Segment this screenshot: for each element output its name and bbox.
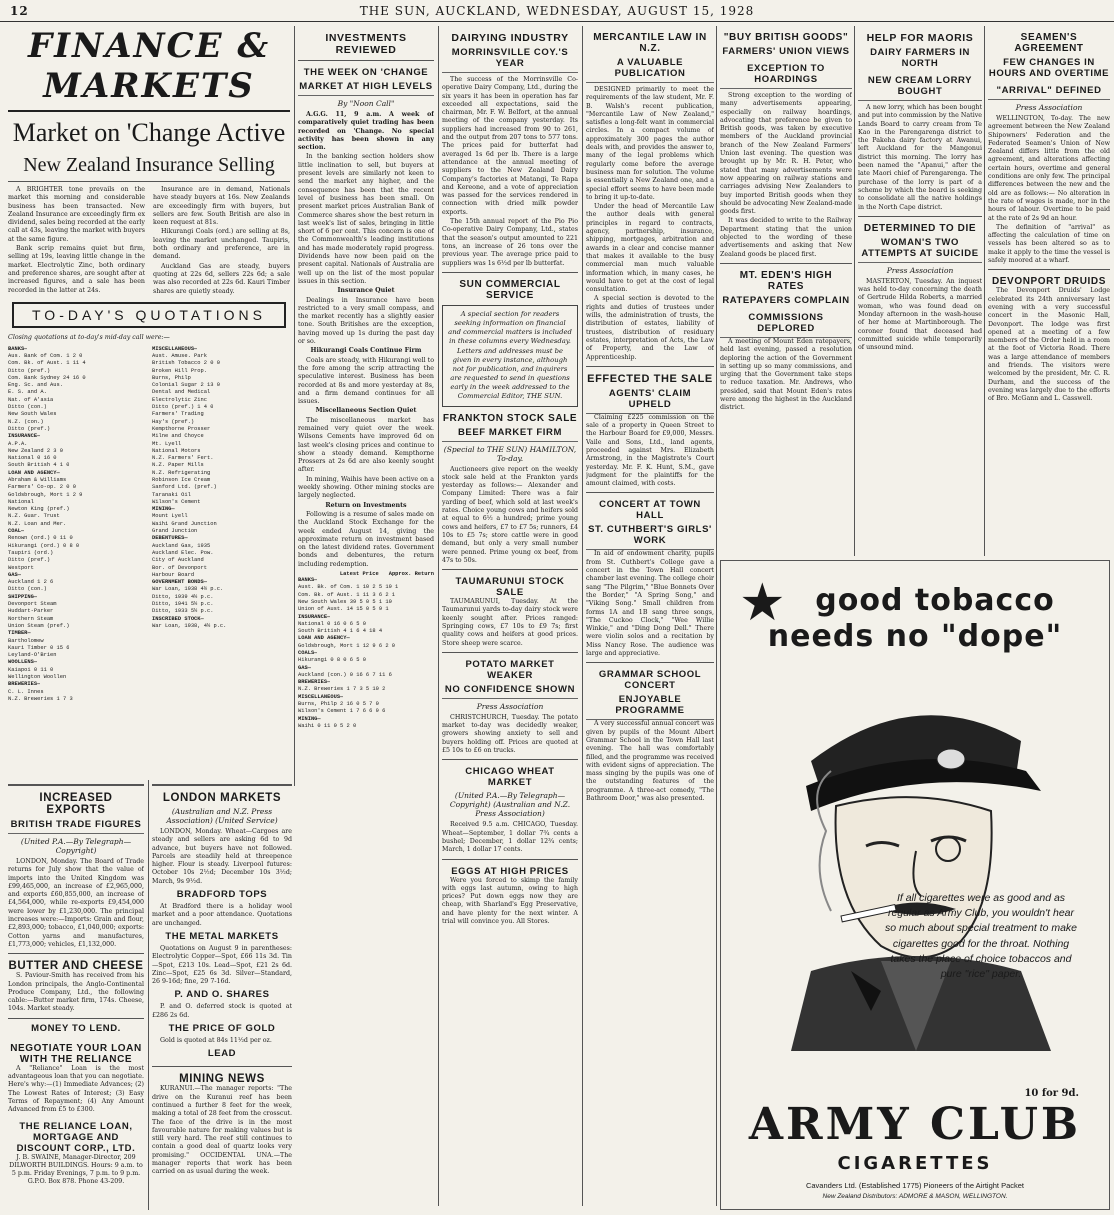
frankton-text: Auctioneers give report on the weekly stock sale held at the Frankton yards yesterday as follows:— Alexander and Company Limited: There was a fair yarding of beef, which sold at last week's rates. Choice young cows and heifers sold at equal to 6½ a hundred; prime young cows and heifers, £7 to £7 5s; runners, £4 10s to £5 7s; store cattle were in good demand, but only a very small number were penned. Prime young ox beef, from 47s to 50s. bbox=[442, 465, 578, 564]
investments-sub: THE WEEK ON 'CHANGE bbox=[303, 67, 429, 78]
quote-row: INSCRIBED STOCK— bbox=[152, 615, 204, 622]
grammar-head: GRAMMAR SCHOOL CONCERT bbox=[598, 669, 702, 692]
quote-row: COALS— bbox=[298, 650, 318, 656]
loan-ad-text: A "Reliance" Loan is the most advantageous loan that you can negotiate. Here's why:—(1) Immediate Advances; (2) The Lowest Rates of Interest; (3) Easy Terms of Repayment; (4) Any Amount Advanced from £5 to £300. bbox=[8, 1064, 144, 1114]
metal-head: THE METAL MARKETS bbox=[165, 930, 279, 942]
quote-row: Bor. of Devonport bbox=[152, 564, 207, 571]
money-head: MONEY TO LEND. bbox=[31, 1022, 121, 1034]
investments-head: INVESTMENTS REVIEWED bbox=[325, 32, 407, 56]
maoris-head: HELP FOR MAORIS bbox=[866, 32, 974, 44]
dairying-head: DAIRYING INDUSTRY bbox=[451, 32, 569, 44]
quote-row: BREWERIES— bbox=[8, 681, 41, 688]
quote-row: Wellington Woollen bbox=[8, 674, 67, 681]
quote-row: Hay's (pref.) bbox=[152, 418, 195, 425]
quote-row: Milne and Choyce bbox=[152, 433, 204, 440]
quote-row: Taranaki Oil bbox=[152, 491, 191, 498]
grammar-text: A very successful annual concert was given by pupils of the Mount Albert Grammar School in the Town Hall last evening. The hall was comfortably filled, and the programme was received with evident signs of appreciation. The mass singing by the pupils was one of the outstanding features of the programme. A three-act comedy, "The Bathroom Door," was also presented. bbox=[586, 720, 714, 802]
quote-row: Kaiapoi 0 11 0 bbox=[8, 666, 54, 673]
quote-row: MISCELLANEOUS— bbox=[298, 693, 344, 700]
quote-row: Huddart-Parker bbox=[8, 608, 54, 615]
potato-sub: NO CONFIDENCE SHOWN bbox=[442, 684, 578, 699]
quotations-table bbox=[8, 346, 290, 704]
quote-row: Kempthorne Prosser bbox=[152, 425, 211, 432]
quote-row: Burns, Philp bbox=[152, 374, 191, 381]
ad-brand: ARMY CLUB bbox=[748, 1099, 1082, 1150]
quote-row: Auckland 1 2 6 bbox=[8, 579, 54, 586]
quote-row: WOOLLENS— bbox=[8, 659, 38, 666]
devonport-text: The Devonport Druids' Lodge celebrated its 24th anniversary last evening with a very successful concert in the Masonic Hall, Devonport. The lodge was first opened at a meeting of a few members of the Order held in a room at the foot of Victoria Road. There was a large attendance of members and friends. The visitors were welcomed by the president, Mr. C. R. Durham, and the success of the evening was largely due to the efforts of Bro. McGann and L. Casswell. bbox=[988, 287, 1110, 403]
quote-row: LOAN AND AGENCY— bbox=[298, 635, 350, 642]
exports-text: LONDON, Monday. The Board of Trade returns for July show that the value of imports into the United Kingdom was £99,465,000, an increase of £2,965,000, and exports £60,855,000, an increase of £4,564,000, while re-exports £9,454,000 were lower by £1,230,000. The principal increases were:—Imports: Grain and flour, £2,893,000; tobacco, £1,040,000; exports: Cotton yarns and manufactures, £1,773,000; vehicles, £1,132,000. bbox=[8, 858, 144, 948]
page-number: 12 bbox=[10, 3, 29, 18]
quote-row: Ditto (pref.) bbox=[8, 367, 51, 374]
dairying-column bbox=[442, 26, 578, 1206]
quote-row: Ditto (con.) bbox=[8, 404, 47, 411]
quote-row: Aust. Amuse. Park bbox=[152, 352, 207, 359]
quote-row: Eng. Sc. and Aus. bbox=[8, 382, 63, 389]
quote-row: COAL— bbox=[8, 528, 25, 535]
seamen-text: WELLINGTON, To-day. The new agreement between the New Zealand Shipowners' Federation and the Federated Seamen's Union of New Zealand differs little from the old agreement, and alterations affecting certain hours, overtime and general conditions are only few. The principal differences between the new and the old are as follows:— No alteration in the rate of wages is made, nor in the hours of labour. Overtime to be paid at the rate of 2s 9d an hour. The definition of "arrival" as affecting the calculation of time on vessels has been altered so as to make it apply to the time the vessel is safely moored at a wharf. bbox=[988, 115, 1110, 265]
quote-row: Devonport Steam bbox=[8, 601, 57, 608]
concert-head: CONCERT AT TOWN HALL bbox=[599, 499, 701, 522]
chicago-head: CHICAGO WHEAT MARKET bbox=[465, 766, 555, 789]
market-subheadline: New Zealand Insurance Selling bbox=[23, 154, 275, 176]
concert-sub: ST. CUTHBERT'S GIRLS' WORK bbox=[586, 524, 714, 550]
eden-sub: RATEPAYERS COMPLAIN bbox=[722, 294, 850, 306]
quote-row: South British 4 1 6 4 18 4 bbox=[298, 628, 383, 635]
butter-text: S. Paviour-Smith has received from his London principals, the Anglo-Continental Produce Company, Ltd., the following cable:—Butter market firm, 174s. Cheese, 104s. Market steady. bbox=[8, 972, 144, 1013]
quote-row: Auckland (con.) 0 16 6 7 11 6 bbox=[298, 671, 392, 678]
london-text: LONDON, Monday. Wheat—Cargoes are steady and sellers are asking 6d to 9d advance, but buyers have not followed. Parcels are steadily held at threepence higher. Flour is steady. Liverpool futures: October 10s 2½d; December 10s 3½d; March, 9s 9½d. bbox=[152, 828, 292, 885]
quotations-left bbox=[8, 346, 146, 704]
mining-head: MINING NEWS bbox=[179, 1073, 265, 1086]
exports-sub: BRITISH TRADE FIGURES bbox=[8, 819, 144, 834]
quote-row: South British 4 1 0 bbox=[8, 462, 70, 469]
seamen-column bbox=[988, 26, 1110, 556]
mercantile-column bbox=[586, 26, 714, 1206]
quote-row: National 0 16 0 6 5 0 bbox=[298, 620, 366, 627]
quote-row: Newton King (pref.) bbox=[8, 506, 70, 513]
investments-sub2: MARKET AT HIGH LEVELS bbox=[298, 81, 434, 96]
ad-price: 10 for 9d. bbox=[1024, 1088, 1079, 1099]
quote-row: Mt. Lyell bbox=[152, 440, 182, 447]
quote-row: N.Z. Loan and Mer. bbox=[8, 520, 67, 527]
quote-row: BANKS— bbox=[298, 577, 318, 584]
quote-row: Auckland Gas, 1935 bbox=[152, 542, 211, 549]
quote-row: Broken Hill Prop. bbox=[152, 367, 207, 374]
buy-british-text: Strong exception to the wording of many advertisements appearing, especially on railway hoardings, advocating that preference be given to British goods, was taken by executive members of the Auckland provincial branch of the New Zealand Farmers' Union last evening. The question was brought up by Mr. R. H. Peter, who stated that many advertisements were now appearing on railway stations and carriages advising New Zealanders to buy imported British goods when they should be advocating New Zealand-made goods first. It was decided to write to the Railway Department stating that the union objected to the wording of these advertisements and asking that New Zealand goods be placed first. bbox=[720, 92, 852, 258]
quote-row: British Tobacco 2 0 0 bbox=[152, 360, 220, 367]
quotations-right bbox=[152, 346, 290, 704]
ad-maker: Cavanders Ltd. (Established 1775) Pioneers of the Airtight Packet bbox=[805, 1181, 1025, 1190]
sun-service-head: SUN COMMERCIAL SERVICE bbox=[459, 278, 561, 301]
quote-row: Abraham & Williams bbox=[8, 477, 67, 483]
dairying-sub: MORRINSVILLE COY.'S YEAR bbox=[442, 47, 578, 73]
quote-row: New South Wales 39 5 0 5 1 10 bbox=[298, 598, 392, 605]
quote-row: N.Z. Paper Mills bbox=[152, 462, 204, 469]
determined-byline: Press Association bbox=[886, 265, 954, 275]
loan-ad-head: NEGOTIATE YOUR LOAN WITH THE RELIANCE bbox=[10, 1042, 142, 1065]
potato-byline: Press Association bbox=[476, 701, 544, 711]
quote-row: Ditto (pref.) 1 4 0 bbox=[152, 404, 214, 411]
determined-text: MASTERTON, Tuesday. An inquest was held to-day concerning the death of Gertrude Hilda Roberts, a married woman, who was found dead on Monday afternoon in the wash-house of her home at Martinborough. The coroner found that deceased had committed suicide while temporarily of unsound mind. bbox=[858, 277, 982, 352]
buy-british-head: "BUY BRITISH GOODS" bbox=[723, 32, 849, 43]
seamen-sub: FEW CHANGES IN HOURS AND OVERTIME bbox=[988, 57, 1110, 79]
quote-row: National 0 16 0 bbox=[8, 455, 57, 462]
quote-row: Westport bbox=[8, 564, 34, 571]
metal-text: Quotations on August 9 in parentheses: Electrolytic Copper—Spot, £66 11s 3d. Tin—Spot, £213 10s. Lead—Spot, £21 2s 6d. Zinc—Spot, £25 6s 3d. Silver—Standard, 26 9-16d; fine, 29 7-16d. bbox=[152, 944, 292, 986]
returns-table bbox=[298, 577, 434, 730]
quote-row: Farmers' Co-op. 2 0 0 bbox=[8, 484, 76, 491]
mercantile-text: DESIGNED primarily to meet the requirements of the law student, Mr. F. B. Walsh's recent publication, "Mercantile Law of New Zealand," satisfies a long-felt want in commercial circles. In a compact volume of approximately 300 pages the author deals with, and provides the answer to, many of the legal problems which regularly come before the average business man for solution. The volume is essentially a New Zealand one, and a special effort seems to have been made to bring it up-to-date. Under the head of Mercantile Law the author deals with general principles in regard to contracts, agency, partnership, insurance, shipping, mortgages, arbitration and awards in a clear and concise manner that makes it available to the busy commercial man much valuable information which, in many cases, he would have to get at the cost of legal consultation. A special section is devoted to the rights and duties of trustees under wills, the administration of trusts, the distribution of estates, liability of trustees, distribution of residuary estates, interpretation of Acts, the Law of Property, and the Law of Apprenticeship. bbox=[586, 86, 714, 361]
quote-row: N.Z. Breweries 1 7 3 5 10 2 bbox=[298, 686, 386, 693]
seamen-head: SEAMEN'S AGREEMENT bbox=[1014, 32, 1084, 54]
maoris-text: A new lorry, which has been bought and put into commission by the Native Lands Board to carry cream from Te Kao in the Parengarenga district to the Pakeha dairy factory at Awanui, left Auckland for the Mangonui district this morning. The lorry has been named the "Apanui," after the late Maori chief of Parengarenga. The purchase of the lorry is part of a scheme by which the board is seeking to consolidate all the native holdings in the North Cape district. bbox=[858, 104, 982, 211]
eden-head: MT. EDEN'S HIGH RATES bbox=[739, 269, 833, 292]
quote-row: City of Auckland bbox=[152, 557, 204, 564]
seamen-byline: Press Association bbox=[1015, 103, 1083, 112]
quote-row: DEBENTURES— bbox=[152, 535, 188, 542]
quote-row: Union of Aust. 14 15 0 5 9 1 bbox=[298, 606, 389, 613]
determined-sub: WOMAN'S TWO ATTEMPTS AT SUICIDE bbox=[858, 237, 982, 263]
eggs-head: EGGS AT HIGH PRICES bbox=[451, 865, 569, 877]
quote-row: Sanford Ltd. (pref.) bbox=[152, 484, 217, 491]
quote-row: C. L. Innes bbox=[8, 688, 44, 695]
taumarunui-text: TAUMARUNUI, Tuesday. At the Taumarunui yards to-day dairy stock were keenly sought after. Prices ranged: Springing cows, £7 10s to £9 7s; first quality cows and heifers at good prices. Store sheep were scarce. bbox=[442, 598, 578, 647]
quote-row: E. S. and A. bbox=[8, 389, 47, 396]
quote-row: N.Z. Guar. Trust bbox=[8, 513, 60, 520]
eggs-text: Were you forced to skimp the family with eggs last autumn, owing to high prices? Put down eggs now they are cheap, with Sharland's Egg Preservative, and have plenty for the next winter. A trial will convince you. All Stores. bbox=[442, 876, 578, 926]
return-col-price: Latest Price bbox=[339, 571, 379, 578]
buy-british-sub2: EXCEPTION TO HOARDINGS bbox=[720, 63, 852, 89]
quote-row: Goldsbrough, Mort 1 12 9 6 2 0 bbox=[298, 642, 396, 649]
masthead bbox=[0, 0, 1114, 22]
lead-head: LEAD bbox=[207, 1048, 237, 1060]
pound-text: P. and O. deferred stock is quoted at £286 2s 6d. bbox=[152, 1003, 292, 1019]
ad-brand-sub: CIGARETTES bbox=[837, 1153, 993, 1174]
ad-headline: good tobacco needs no "dope" bbox=[767, 583, 1063, 654]
quote-row: New Zealand 2 3 0 bbox=[8, 447, 63, 454]
gold-head: THE PRICE OF GOLD bbox=[168, 1023, 276, 1035]
london-byline: (Australian and N.Z. Press Association) (United Service) bbox=[166, 807, 278, 825]
quote-row: Ditto (pref.) bbox=[8, 557, 51, 564]
quotations-note: Closing quotations at to-day's mid-day call were:— bbox=[8, 334, 170, 342]
ad-distributors: New Zealand Distributors: ADMORE & MASON, WELLINGTON. bbox=[822, 1193, 1008, 1200]
quote-row: Renown (ord.) 0 11 0 bbox=[8, 535, 73, 542]
quote-row: Wilson's Cement bbox=[152, 498, 201, 505]
quote-row: Ditto, 1933 5½ p.c. bbox=[152, 608, 214, 615]
quote-row: War Loan, 1938 4½ p.c. bbox=[152, 586, 224, 593]
maoris-column bbox=[858, 26, 982, 556]
quote-row: Union Steam (pref.) bbox=[8, 622, 70, 629]
finance-column bbox=[8, 26, 290, 796]
quote-row: Dental and Medical bbox=[152, 389, 211, 396]
quote-row: N.Z. (con.) bbox=[8, 418, 44, 425]
newspaper-title: THE SUN, AUCKLAND, WEDNESDAY, AUGUST 15, 1928 bbox=[359, 3, 755, 18]
quote-row: MINING— bbox=[298, 715, 321, 722]
reliance-name: THE RELIANCE LOAN, MORTGAGE AND DISCOUNT CORP., LTD. bbox=[16, 1120, 136, 1154]
quote-row: Ditto, 1941 5½ p.c. bbox=[152, 601, 214, 608]
devonport-head: DEVONPORT DRUIDS bbox=[991, 276, 1107, 288]
quote-row: TIMBER— bbox=[8, 630, 31, 637]
exports-column bbox=[8, 780, 144, 1210]
bradford-text: At Bradford there is a holiday wool market and a poor attendance. Quotations are unchanged. bbox=[152, 903, 292, 927]
quote-row: MISCELLANEOUS— bbox=[152, 345, 198, 352]
bradford-head: BRADFORD TOPS bbox=[176, 889, 268, 901]
quote-row: INSURANCE— bbox=[298, 613, 331, 620]
pound-head: P. AND O. SHARES bbox=[174, 989, 270, 1001]
market-article: A BRIGHTER tone prevails on the market this morning and considerable business has been transacted. New Zealand Insurance are exceedingly firm ex dividend, sales being recorded at the early call at 43s, leaving the market with buyers at the same figure. Bank scrip remains quiet but firm, selling at 19s, leaving little change in the market. Electrolytic Zinc, both ordinary and preference shares, are sought after at increased figures, and a sale has been recorded in the latter at 24s. Insurance are in demand, Nationals have steady buyers at 16s. New Zealands are exceedingly firm with buyers, but sellers are few. South British are also in keen request at 81s. Hikurangi Coals (ord.) are selling at 8s, leaving the market unchanged. Taupiris, both ordinary and preference, are in demand. Auckland Gas are steady, buyers quoting at 22s 6d, sellers 22s 6d; a sale was also recorded at 22s 6d. Kauri Timber shares are quietly steady. bbox=[8, 186, 290, 295]
london-head: LONDON MARKETS bbox=[162, 792, 282, 804]
quote-row: Com. Bank Sydney 24 16 0 bbox=[8, 374, 86, 381]
dairying-text: The success of the Morrinsville Co-operative Dairy Company, Ltd., during the six years it has been in operation has far exceeded all expectations, said the chairman, Mr. F. W. Belfort, at the annual meeting of the company yesterday. Its suppliers had increased from 90 to 261, and the output from 207 tons to 577 tons. The prices paid for butterfat had averaged 1s 6d per lb. There is a large attendance at the annual meeting of suppliers to the New Zealand Dairy Company's factories at Matangi, Te Rapa and Kereone, and a vote of appreciation was passed for the services rendered in connection with dried milk powder exports. The 15th annual report of the Pio Pio Co-operative Dairy Company, Ltd., states that the season's output amounted to 221 tons, an increase of 26 tons over the previous year. The average price paid to suppliers was 1s 6½d per lb butterfat. bbox=[442, 76, 578, 267]
quote-row: National Motors bbox=[152, 447, 201, 454]
quote-row: SHIPPING— bbox=[8, 593, 38, 600]
quote-row: INSURANCE— bbox=[8, 433, 41, 440]
mining-text: KURANUI.—The manager reports: "The drive on the Kuranui reef has been continued a further 8 feet for the week, making a total of 28 feet from the crosscut. The face of the drive is in the most favourable nature for making values but is still very hard. The reef still continues to contain a good deal of quartz looks very promising." OCCIDENTAL UNA.—The manager reports that work has been carried on as usual during the week. bbox=[152, 1085, 292, 1176]
quote-row: GAS— bbox=[8, 571, 21, 578]
effect-sub: AGENTS' CLAIM UPHELD bbox=[586, 388, 714, 414]
quote-row: Ditto, 1939 4½ p.c. bbox=[152, 593, 214, 600]
potato-text: CHRISTCHURCH, Tuesday. The potato market to-day was decidedly weaker, growers showing anxiety to sell and buyers holding off. Prices are quoted at £5 10s to £6 on trucks. bbox=[442, 713, 578, 755]
quote-row: Aus. Bank of Com. 1 2 0 bbox=[8, 352, 83, 359]
buy-british-sub: FARMERS' UNION VIEWS bbox=[722, 46, 850, 57]
army-club-advertisement bbox=[720, 560, 1110, 1210]
determined-head: DETERMINED TO DIE bbox=[863, 222, 977, 234]
effect-head: EFFECTED THE SALE bbox=[587, 372, 713, 385]
quote-row: Grand Junction bbox=[152, 528, 198, 535]
taumarunui-head: TAUMARUNUI STOCK SALE bbox=[455, 576, 565, 599]
frankton-byline: (Special to THE SUN) HAMILTON, To-day. bbox=[443, 444, 577, 463]
eden-text: A meeting of Mount Eden ratepayers, held last evening, passed a resolution deploring the action of the Government in setting up so many commissions, and urging that the Government take steps to reduce taxation. Mr. Andrews, who presided, said that Mount Eden's rates were among the highest in the Auckland district. bbox=[720, 337, 852, 412]
exports-head: INCREASED EXPORTS bbox=[39, 792, 113, 816]
buy-british-column bbox=[720, 26, 852, 556]
quote-row: Colonial Sugar 2 13 0 bbox=[152, 382, 220, 389]
ad-copy: If all cigarettes were as good and as regular as Army Club, you wouldn't hear so much about special treatment to make cigarettes good for the throat. Nothing takes the place of choice tobaccos and pure "rice" paper. bbox=[884, 892, 1077, 981]
chicago-text: Received 9.5 a.m. CHICAGO, Tuesday. Wheat—September, 1 dollar 7¾ cents a bushel; December, 1 dollar 12¾ cents; March, 1 dollar 17 cents. bbox=[442, 821, 578, 854]
quote-row: Leyland-O'Brien bbox=[8, 652, 57, 659]
quote-row: War Loan, 1938, 4½ p.c. bbox=[152, 622, 227, 629]
concert-text: In aid of endowment charity, pupils from St. Cuthbert's College gave a concert in the Town Hall concert chamber last evening. The college choir sang "The Pilgrim," "Blue Bonnets Over the Border," "A Spring Song," and "Viking Song." Small children from forms 1A and 1B sang three songs, "The Cuckoo Clock," "Wee Willie Winkie," and "Ding Dong Dell." There were violin solos and a recitation by Miss Nancy Rose. The audience was large and appreciative. bbox=[586, 550, 714, 658]
gold-text: Gold is quoted at 84s 11½d per oz. bbox=[160, 1037, 272, 1045]
exports-byline: (United P.A.—By Telegraph—Copyright) bbox=[20, 837, 132, 855]
quote-row: Electrolytic Zinc bbox=[152, 396, 207, 403]
quote-row: N.Z. Breweries 1 7 3 bbox=[8, 695, 73, 702]
quote-row: National bbox=[8, 498, 34, 505]
reliance-address: J. B. SWAINE, Manager-Director, 209 DILWORTH BUILDINGS. Hours: 9 a.m. to 5 p.m. Friday Evenings, 7 p.m. to 9 p.m. G.P.O. Box 878. Phone 43-209. bbox=[9, 1153, 143, 1186]
quote-row: Aust. Bk. of Com. 1 10 2 5 19 1 bbox=[298, 584, 399, 591]
quote-row: Waihi Grand Junction bbox=[152, 520, 217, 527]
quote-row: Hikurangi 0 8 0 6 5 0 bbox=[298, 657, 366, 664]
grammar-sub: ENJOYABLE PROGRAMME bbox=[586, 694, 714, 720]
effect-text: Claiming £225 commission on the sale of a property in Queen Street to the Harbour Board for £9,000, Messrs. Vaile and Sons, Ltd., land agents, proceeded against Mrs. Elizabeth Armstrong, in the Magistrate's Court yesterday. Mr. F. K. Hunt, S.M., gave judgment for the plaintiffs for the amount claimed, with costs. bbox=[586, 413, 714, 488]
return-col-return: Approx. Return bbox=[388, 571, 434, 578]
quote-row: BREWERIES— bbox=[298, 679, 331, 686]
frankton-head: FRANKTON STOCK SALE bbox=[442, 412, 578, 424]
mercantile-head: MERCANTILE LAW IN N.Z. bbox=[593, 32, 707, 54]
quote-row: Com. Bk. of Aust. 1 11 4 bbox=[8, 360, 86, 367]
quote-row: GAS— bbox=[298, 664, 311, 671]
quote-row: Taupiri (ord.) bbox=[8, 549, 54, 556]
maoris-sub2: NEW CREAM LORRY BOUGHT bbox=[858, 75, 982, 101]
quote-row: Waihi 0 11 0 5 2 0 bbox=[298, 722, 357, 729]
quote-row: Burns, Philp 2 16 0 5 7 0 bbox=[298, 701, 379, 708]
star-icon: ★ bbox=[739, 573, 786, 633]
quote-row: MINING— bbox=[152, 506, 175, 513]
chicago-byline: (United P.A.—By Telegraph—Copyright) (Australian and N.Z. Press Association) bbox=[449, 791, 571, 819]
quotations-title: TO-DAY'S QUOTATIONS bbox=[12, 302, 286, 328]
quote-row: Northern Steam bbox=[8, 615, 54, 622]
quote-row: BANKS— bbox=[8, 345, 28, 352]
quote-row: N.Z. Farmers' Fert. bbox=[152, 455, 214, 462]
soldier-portrait-icon bbox=[751, 671, 1081, 1051]
quote-row: Kauri Timber 0 15 6 bbox=[8, 644, 70, 651]
mercantile-sub: A VALUABLE PUBLICATION bbox=[586, 57, 714, 83]
investments-column bbox=[298, 26, 434, 1206]
quote-row: Farmers' Trading bbox=[152, 411, 204, 418]
market-headline: Market on 'Change Active bbox=[12, 118, 286, 147]
potato-head: POTATO MARKET WEAKER bbox=[465, 658, 555, 681]
quote-row: Ditto (pref.) bbox=[8, 425, 51, 432]
seamen-sub2: "ARRIVAL" DEFINED bbox=[988, 85, 1110, 100]
quote-row: LOAN AND AGENCY— bbox=[8, 469, 60, 476]
quote-row: Wilson's Cement 1 7 6 6 9 6 bbox=[298, 708, 386, 715]
quote-row: Harbour Board bbox=[152, 571, 195, 578]
maoris-sub: DAIRY FARMERS IN NORTH bbox=[870, 47, 970, 69]
quote-row: N.Z. Refrigerating bbox=[152, 469, 211, 476]
quote-row: GOVERNMENT BONDS— bbox=[152, 579, 207, 586]
quote-row: Robinson Ice Cream bbox=[152, 477, 211, 483]
investments-text: A.G.G. 11, 9 a.m. A week of comparatively quiet trading has been recorded on 'Change. No special activity has been shown in any section. In the banking section holders show little inclination to sell, but buyers at present levels are similarly not keen to send the market any higher, and the consequence has been that the recent level of business has been small. On present market prices Australian Bank of Commerce shares show the best return in last week's list of sales, bringing in little short of 6 per cent. This concern is one of the Commonwealth's leading institutions and has made moderately rapid progress. Dividends have now been paid on the present capital. Nationals of Australia are well up on the list of the most popular issues in this section. Insurance Quiet Dealings in Insurance have been restricted to a very small compass, and the market recently has a slightly easier tone. South Britishes are the exception, having moved up 1s during the past day or so. Hikurangi Coals Continue Firm Coals are steady, with Hikurangi well to the fore among the scrip attracting the speculative interest. Business has been recorded at 8s and more yesterday at 8s, and a firm demand continues for all issues. Miscellaneous Section Quiet The miscellaneous market has remained very quiet over the week. Wilsons Cements have improved 6d on last week's closing prices and continue to show a steady demand. Kempthorne Prossers at 2s 6d are also keenly sought after. In mining, Waihis have been active on a weekly showing. Other mining stocks are largely neglected. Return on Investments Following is a resume of sales made on the Auckland Stock Exchange for the week ended August 14, giving the approximate return on investment based on the latest dividend rates. Government bonds and debentures, the return including redemption. bbox=[298, 111, 434, 568]
quote-row: Auckland Elec. Pow. bbox=[152, 549, 214, 556]
quote-row: Bartholomew bbox=[8, 637, 44, 644]
eden-sub2: COMMISSIONS DEPLORED bbox=[720, 312, 852, 338]
investments-byline: By "Noon Call" bbox=[337, 99, 395, 108]
sun-service-text: A special section for readers seeking information on financial and commercial matters is included in these columns every Wednesday. Letters and addresses must be given in every instance, although not for publication, and inquirers are requested to send in questions early in the week addressed to the Commercial Editor, THE SUN. bbox=[448, 309, 572, 401]
quote-row: Com. Bk. of Aust. 1 11 3 6 2 1 bbox=[298, 591, 396, 598]
quote-row: Ditto (con.) bbox=[8, 586, 47, 593]
quote-row: New South Wales bbox=[8, 411, 57, 418]
frankton-sub: BEEF MARKET FIRM bbox=[442, 427, 578, 442]
quote-row: Hikurangi (ord.) 0 8 0 bbox=[8, 542, 80, 549]
quote-row: Goldsbrough, Mort 1 2 9 bbox=[8, 491, 83, 498]
finance-banner: FINANCE & MARKETS bbox=[8, 26, 290, 112]
quote-row: A.P.A. bbox=[8, 440, 28, 447]
quote-row: Nat. of A'asia bbox=[8, 396, 54, 403]
london-column bbox=[152, 780, 292, 1210]
quote-row: Mount Lyell bbox=[152, 513, 188, 520]
butter-head: BUTTER AND CHEESE bbox=[8, 960, 144, 973]
